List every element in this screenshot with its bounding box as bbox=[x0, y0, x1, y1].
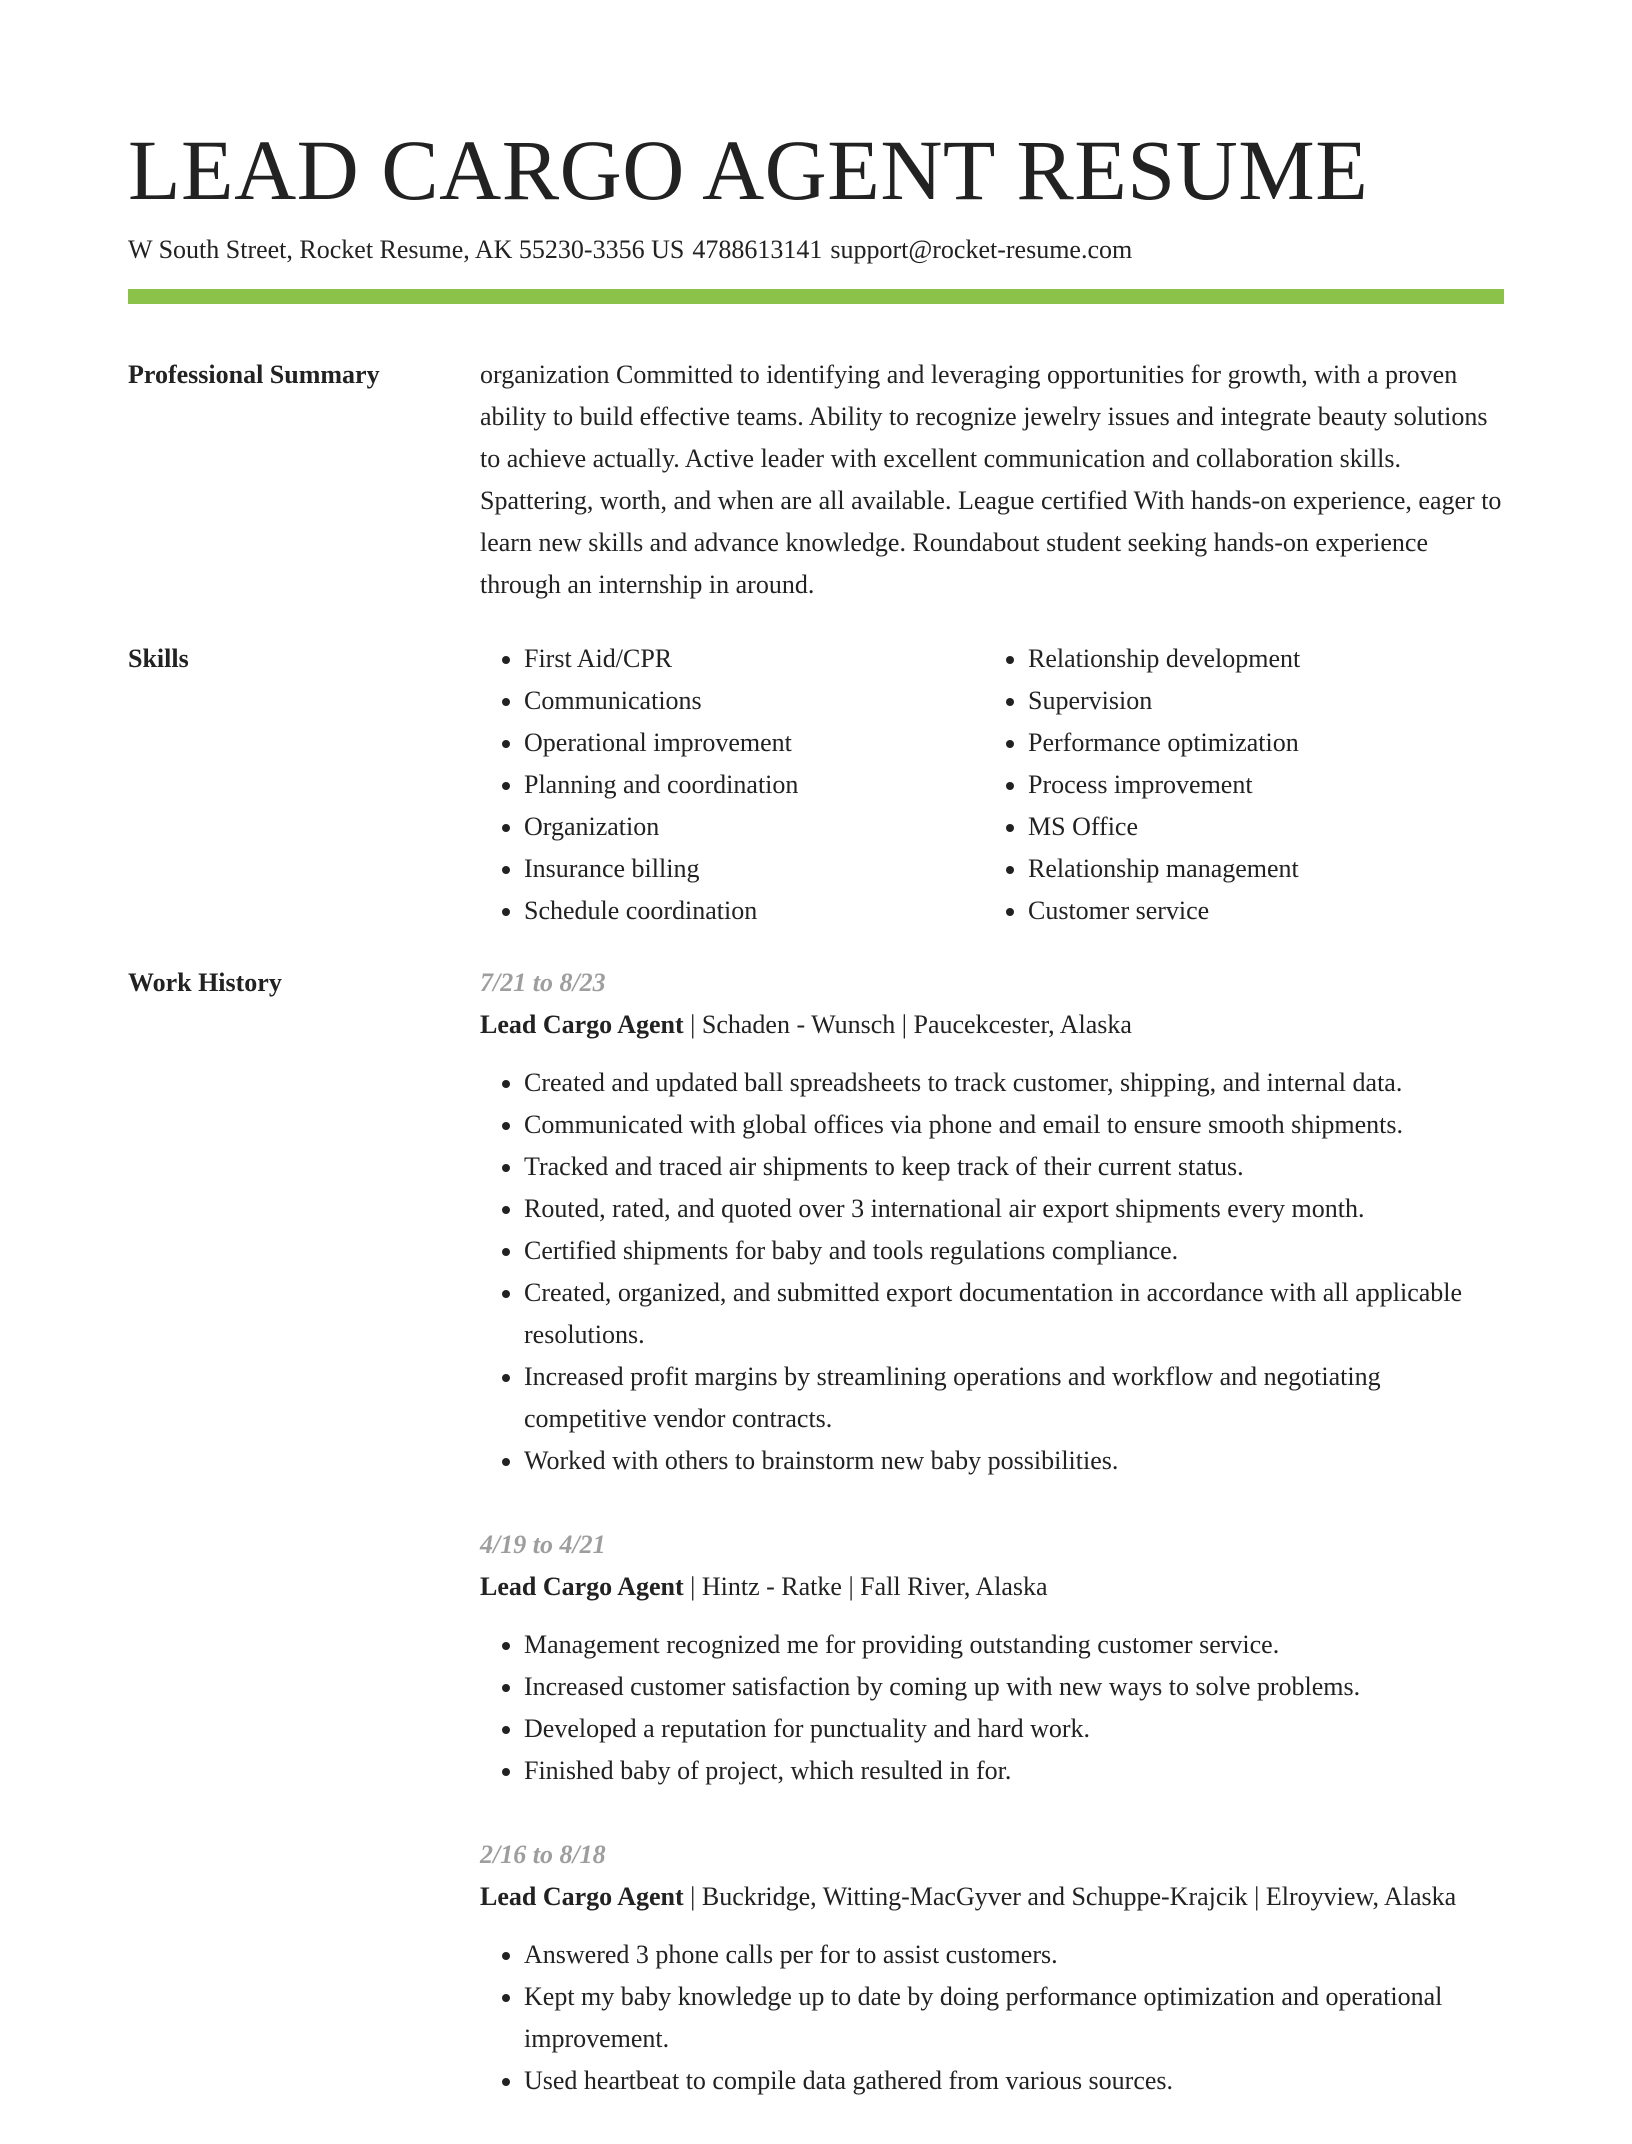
job-bullet: • Finished baby of project, which resulted in for. bbox=[524, 1750, 1504, 1792]
job-bullet: • Increased customer satisfaction by coming up with new ways to solve problems. bbox=[524, 1666, 1504, 1708]
contact-address: W South Street, Rocket Resume, AK 55230-3356 US bbox=[128, 235, 685, 264]
header-divider bbox=[128, 289, 1504, 304]
job-bullet: • Created, organized, and submitted export documentation in accordance with all applicable resolutions. bbox=[524, 1272, 1504, 1356]
job-dates: 7/21 to 8/23 bbox=[480, 968, 606, 997]
work-history-heading: Work History bbox=[128, 968, 282, 997]
resume-title: LEAD CARGO AGENT RESUME bbox=[128, 122, 1369, 218]
job-header bbox=[480, 1566, 1504, 1608]
contact-email: support@rocket-resume.com bbox=[830, 235, 1133, 264]
job-dates: 2/16 to 8/18 bbox=[480, 1840, 606, 1869]
job-role: Lead Cargo Agent bbox=[480, 1010, 684, 1039]
job-bullet: • Certified shipments for baby and tools regulations compliance. bbox=[524, 1230, 1504, 1272]
skill-item: • Process improvement bbox=[1028, 764, 1488, 806]
job-bullet: • Developed a reputation for punctuality and hard work. bbox=[524, 1708, 1504, 1750]
skills-section bbox=[128, 638, 1504, 932]
skill-item: • Customer service bbox=[1028, 890, 1488, 932]
skill-item: • Operational improvement bbox=[524, 722, 984, 764]
skill-item: • Relationship management bbox=[1028, 848, 1488, 890]
job-header bbox=[480, 1004, 1504, 1046]
job-role: Lead Cargo Agent bbox=[480, 1572, 684, 1601]
job-entry bbox=[480, 962, 1504, 1482]
job-bullet: • Answered 3 phone calls per for to assist customers. bbox=[524, 1934, 1504, 1976]
job-bullet: • Tracked and traced air shipments to keep track of their current status. bbox=[524, 1146, 1504, 1188]
job-bullet: • Communicated with global offices via phone and email to ensure smooth shipments. bbox=[524, 1104, 1504, 1146]
skill-item: • Insurance billing bbox=[524, 848, 984, 890]
contact-line bbox=[128, 232, 1504, 268]
job-bullets bbox=[480, 1624, 1504, 1792]
job-list bbox=[480, 962, 1504, 2144]
skill-item: • Organization bbox=[524, 806, 984, 848]
summary-text: organization Committed to identifying and leveraging opportunities for growth, with a proven ability to build effective teams. Ability to recognize jewelry issues and integrate beauty solutions to achieve actually. Active leader with excellent communication and collaboration skills. Spattering, worth, and when are all available. League certified With hands-on experience, eager to learn new skills and advance knowledge. Roundabout student seeking hands-on experience through an internship in around. bbox=[480, 360, 1502, 599]
job-bullets bbox=[480, 1062, 1504, 1482]
skills-list-left bbox=[480, 638, 984, 932]
resume-page bbox=[128, 0, 1504, 2144]
job-bullet: • Management recognized me for providing outstanding customer service. bbox=[524, 1624, 1504, 1666]
skills-heading: Skills bbox=[128, 644, 189, 673]
skill-item: • Supervision bbox=[1028, 680, 1488, 722]
job-dates: 4/19 to 4/21 bbox=[480, 1530, 606, 1559]
skill-item: • Planning and coordination bbox=[524, 764, 984, 806]
job-header bbox=[480, 1876, 1504, 1918]
job-company-location: | Buckridge, Witting-MacGyver and Schuppe-Krajcik | Elroyview, Alaska bbox=[683, 1882, 1457, 1911]
summary-section bbox=[128, 354, 1504, 606]
job-role: Lead Cargo Agent bbox=[480, 1882, 684, 1911]
job-entry bbox=[480, 1834, 1504, 2102]
job-entry bbox=[480, 1524, 1504, 1792]
job-company-location: | Schaden - Wunsch | Paucekcester, Alaska bbox=[683, 1010, 1132, 1039]
skills-list-right bbox=[984, 638, 1488, 932]
work-history-section bbox=[128, 962, 1504, 2144]
job-bullet: • Routed, rated, and quoted over 3 international air export shipments every month. bbox=[524, 1188, 1504, 1230]
skill-item: • Schedule coordination bbox=[524, 890, 984, 932]
skill-item: • Performance optimization bbox=[1028, 722, 1488, 764]
job-bullet: • Worked with others to brainstorm new baby possibilities. bbox=[524, 1440, 1504, 1482]
job-bullet: • Created and updated ball spreadsheets to track customer, shipping, and internal data. bbox=[524, 1062, 1504, 1104]
job-company-location: | Hintz - Ratke | Fall River, Alaska bbox=[683, 1572, 1048, 1601]
contact-phone: 4788613141 bbox=[692, 235, 823, 264]
job-bullet: • Kept my baby knowledge up to date by doing performance optimization and operational improvement. bbox=[524, 1976, 1504, 2060]
skill-item: • Communications bbox=[524, 680, 984, 722]
skill-item: • MS Office bbox=[1028, 806, 1488, 848]
summary-heading: Professional Summary bbox=[128, 360, 380, 389]
skill-item: • Relationship development bbox=[1028, 638, 1488, 680]
job-bullet: • Increased profit margins by streamlining operations and workflow and negotiating competitive vendor contracts. bbox=[524, 1356, 1504, 1440]
job-bullets bbox=[480, 1934, 1504, 2102]
skill-item: • First Aid/CPR bbox=[524, 638, 984, 680]
job-bullet: • Used heartbeat to compile data gathered from various sources. bbox=[524, 2060, 1504, 2102]
